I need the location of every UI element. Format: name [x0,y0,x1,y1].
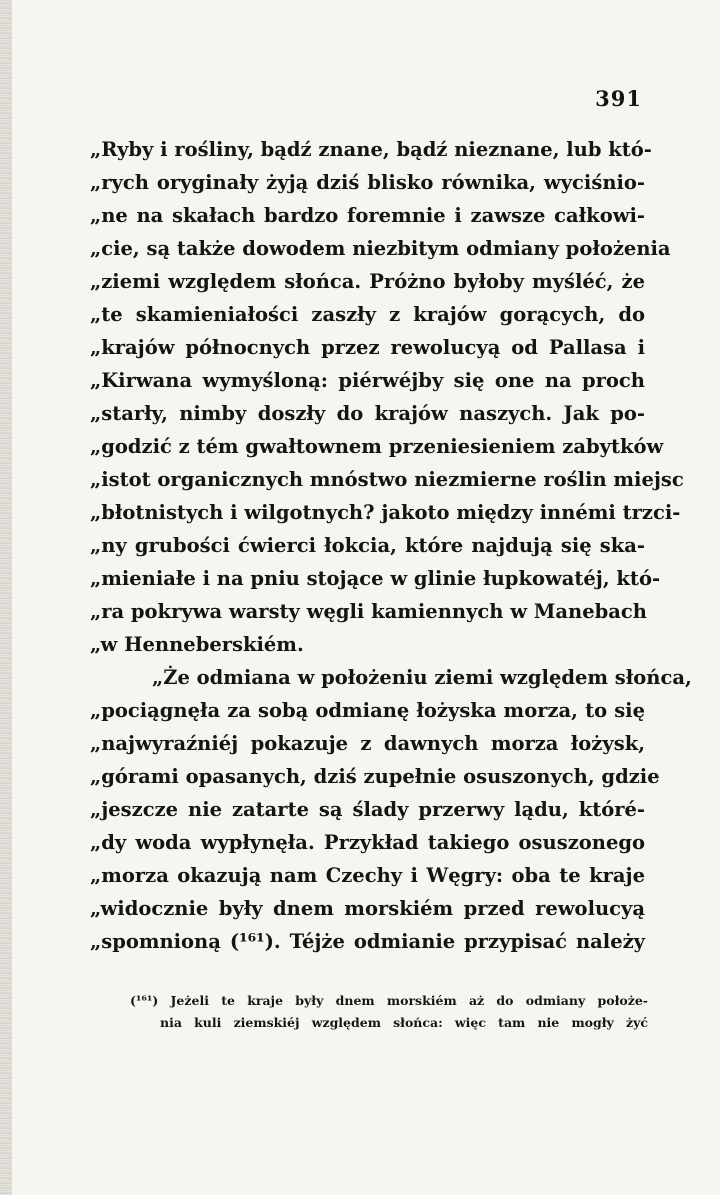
text-line: „ne na skałach bardzo foremnie i zawsze całkowi- [90,204,645,227]
text-line: „ny grubości ćwierci łokcia, które najdują się ska- [90,534,645,557]
text-line: „ra pokrywa warsty węgli kamiennych w Manebach [90,600,647,623]
text-line: „pociągnęła za sobą odmianę łożyska morza, to się [90,699,645,722]
text-line: „najwyraźniéj pokazuje z dawnych morza łożysk, [90,732,645,755]
text-line: „jeszcze nie zatarte są ślady przerwy lądu, któré- [90,798,645,821]
text-line: „starły, nimby doszły do krajów naszych. Jak po- [90,402,645,425]
footnote-line: nia kuli ziemskiéj względem słońca: więc tam nie mogły żyć [160,1015,648,1030]
text-line: „morza okazują nam Czechy i Węgry: oba te kraje [90,864,645,887]
page-number: 391 [595,86,642,111]
text-line: „godzić z tém gwałtownem przeniesieniem zabytków [90,435,664,458]
text-line: „Kirwana wymyśloną: piérwéjby się one na proch [90,369,645,392]
binding-edge [0,0,12,1195]
text-line: „istot organicznych mnóstwo niezmierne roślin miejsc [90,468,684,491]
paragraph-end-line: „w Henneberskiém. [90,633,304,656]
text-line: „Ryby i rośliny, bądź znane, bądź nieznane, lub któ- [90,138,652,161]
footnote [130,990,648,1034]
text-line: „błotnistych i wilgotnych? jakoto między innémi trzci- [90,501,681,524]
text-line: „widocznie były dnem morskiém przed rewolucyą [90,897,645,920]
text-line: „rych oryginały żyją dziś blisko równika, wyciśnio- [90,171,645,194]
text-line: „te skamieniałości zaszły z krajów gorących, do [90,303,645,326]
text-line: „ziemi względem słońca. Próżno byłoby myśléć, że [90,270,645,293]
text-line: „cie, są także dowodem niezbitym odmiany położenia [90,237,671,260]
text-line: „krajów północnych przez rewolucyą od Pallasa i [90,336,645,359]
text-line: „górami opasanych, dziś zupełnie osuszonych, gdzie [90,765,660,788]
text-line: „spomnioną (¹⁶¹). Téjże odmianie przypisać należy [90,930,645,953]
footnote-line: (¹⁶¹) Jeżeli te kraje były dnem morskiém aż do odmiany położe- [130,993,648,1008]
text-line: „dy woda wypłynęła. Przykład takiego osuszonego [90,831,645,854]
text-line: „mieniałe i na pniu stojące w glinie łupkowatéj, któ- [90,567,661,590]
body-text [90,133,692,958]
paragraph-start-line: „Że odmiana w położeniu ziemi względem słońca, [152,666,692,689]
